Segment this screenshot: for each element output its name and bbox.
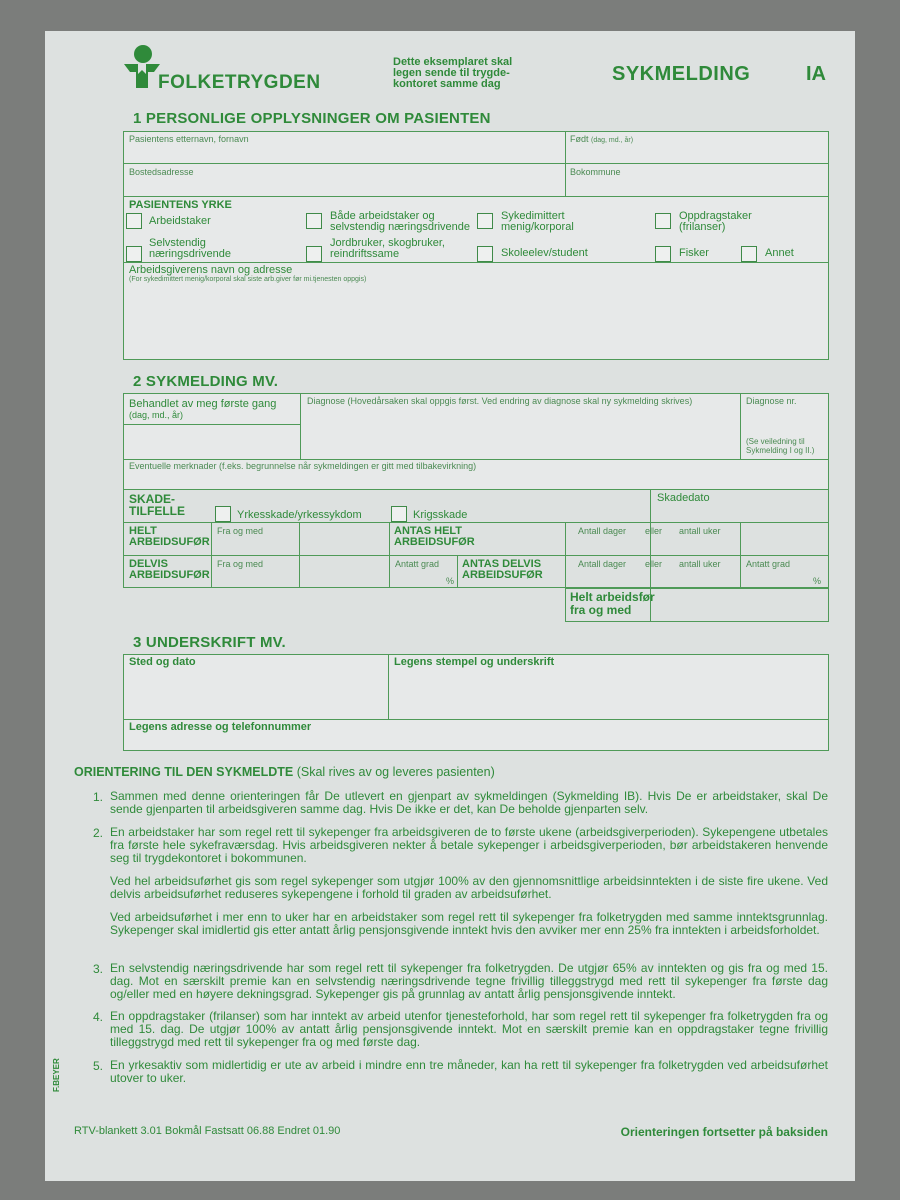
label-farmer-line: reindriftssame xyxy=(330,248,400,260)
partial-incapacity-line: DELVIS xyxy=(129,558,168,570)
checkbox-occupational-injury[interactable] xyxy=(215,506,231,522)
item-number: 5. xyxy=(93,1059,104,1073)
assumed-grade-label: Antatt grad xyxy=(395,559,440,569)
partial-weeks-field[interactable] xyxy=(651,570,740,588)
assumed-full-line: ANTAS HELT xyxy=(394,525,463,537)
injury-date-label: Skadedato xyxy=(657,492,710,504)
remarks-field[interactable] xyxy=(123,472,829,490)
form-code: IA xyxy=(806,63,826,85)
partial-from-label: Fra og med xyxy=(217,559,264,569)
assumed-partial-line: ANTAS DELVIS xyxy=(462,558,542,570)
treated-date-field[interactable] xyxy=(123,425,300,459)
orientation-paragraph: Sammen med denne orienteringen får De utlevert en gjenpart av sykmeldingen (Sykmelding IB). Hvis De er arbeidstaker, skal De sende gjenparten til arbeidsgiveren samme dag. Hvis De ikke er det, kan De beholde gjenparten selv. xyxy=(110,789,828,816)
address-field[interactable] xyxy=(123,179,565,196)
label-both-line: Både arbeidstaker og xyxy=(330,210,435,222)
or-label: eller xyxy=(645,526,663,536)
employer-field[interactable] xyxy=(123,287,829,360)
birth-label-hint: (dag, md., år) xyxy=(591,137,634,144)
partial-days-field[interactable] xyxy=(566,570,650,588)
employer-hint: (For sykedimittert menig/korporal skal siste arb.giver før mi.tjenesten oppgis) xyxy=(129,276,367,283)
birth-date-field[interactable] xyxy=(566,147,828,163)
municipality-field[interactable] xyxy=(566,179,828,196)
checkbox-war-injury[interactable] xyxy=(391,506,407,522)
full-fit-line: Helt arbeidsfør xyxy=(570,590,655,604)
label-both-line: selvstendig næringsdrivende xyxy=(330,221,471,233)
label-both xyxy=(330,211,470,233)
label-employee: Arbeidstaker xyxy=(149,215,211,227)
item-number: 1. xyxy=(93,790,104,804)
checkbox-other[interactable] xyxy=(741,246,757,262)
full-incapacity-line: ARBEIDSUFØR xyxy=(129,536,210,548)
patient-name-field[interactable] xyxy=(123,147,565,163)
orientation-paragraph: En selvstendig næringsdrivende har som regel rett til sykepenger fra folketrygden. De utgjør 65% av inntekten og gis fra og med 15. dag. Mot en særskilt premie kan en selvstendig næringsdrivende tegne frivillig tilleggstrygd med rett til sykepenger fra første dag og/eller med en høyere dekningsgrad. Sykepenger gis på grunnlag av antatt årlig pensjonsgivende inntekt. xyxy=(110,961,828,1001)
percent-sign-2: % xyxy=(813,576,822,586)
assumed-full-line: ARBEIDSUFØR xyxy=(394,536,475,548)
injury-label xyxy=(129,493,185,517)
item-number: 3. xyxy=(93,962,104,976)
diagnosis-label: Diagnose (Hovedårsaken skal oppgis først. Ved endring av diagnose skal ny sykmelding skrives) xyxy=(307,396,693,406)
full-incapacity-line: HELT xyxy=(129,525,157,537)
label-student: Skoleelev/student xyxy=(501,247,588,259)
partial-from-field[interactable] xyxy=(212,570,299,588)
label-selfemployed-line: Selvstendig xyxy=(149,237,206,249)
orientation-subtitle: (Skal rives av og leveres pasienten) xyxy=(296,765,495,779)
header-note-line: kontoret samme dag xyxy=(393,78,501,90)
birth-label-text: Født xyxy=(570,134,589,144)
section2-title: 2 SYKMELDING MV. xyxy=(133,373,279,390)
patient-name-label: Pasientens etternavn, fornavn xyxy=(129,134,249,144)
birth-date-label xyxy=(570,134,633,144)
partial-incapacity-line: ARBEIDSUFØR xyxy=(129,569,210,581)
weeks-label: antall uker xyxy=(679,559,721,569)
brand-name: FOLKETRYGDEN xyxy=(158,72,321,93)
days-label: Antall dager xyxy=(578,559,627,569)
doctor-address-field[interactable] xyxy=(123,734,829,751)
assumed-grade-label-2: Antatt grad xyxy=(746,559,791,569)
label-conscript-line: Sykedimittert xyxy=(501,210,565,222)
place-date-field[interactable] xyxy=(123,670,388,719)
section3-title: 3 UNDERSKRIFT MV. xyxy=(133,634,286,651)
orientation-paragraph: En oppdragstaker (frilanser) som har inntekt av arbeid utenfor tjenesteforhold, har som regel rett til sykepenger fra folketrygden fra og med 15. dag. De utgjør 100% av antatt årlig pensjonsgivende inntekt. Mot en særskilt premie kan en oppdragstaker tegne frivillig tilleggstrygd med rett til sykepenger fra og med første dag. xyxy=(110,1009,828,1049)
label-contractor-line: (frilanser) xyxy=(679,221,726,233)
diagnosis-hint xyxy=(746,437,814,455)
diagnosis-hint-line: Sykmelding I og II.) xyxy=(746,446,815,455)
municipality-label: Bokommune xyxy=(570,167,621,177)
weeks-label: antall uker xyxy=(679,526,721,536)
assumed-partial-line: ARBEIDSUFØR xyxy=(462,569,543,581)
label-selfemployed-line: næringsdrivende xyxy=(149,248,231,260)
orientation-paragraph: Ved arbeidsuførhet i mer enn to uker har en arbeidstaker som regel rett til sykepenger fra folketrygden med samme inntektsgrunnlag. Sykepenger skal imidlertid gis etter antatt årlig pensjonsgivende inntekt hvis den avviker mer enn 25% fra inntekten i arbeidsforholdet. xyxy=(110,910,828,937)
full-from-field[interactable] xyxy=(212,537,299,555)
checkbox-fisher[interactable] xyxy=(655,246,671,262)
place-date-label: Sted og dato xyxy=(129,656,196,668)
assumed-grade-field[interactable] xyxy=(390,570,457,588)
treated-line: (dag, md., år) xyxy=(129,410,184,420)
section1-title: 1 PERSONLIGE OPPLYSNINGER OM PASIENTEN xyxy=(133,110,491,127)
orientation-paragraph: En arbeidstaker har som regel rett til sykepenger fra arbeidsgiveren de to første ukene (arbeidsgiverperioden). Sykepengene utbetales fra første hele sykefraværsdag. Hvis arbeidsgiveren nekter å betale sykepenger i arbeidsgiverperioden, bør arbeidstakeren henvende seg til trygdekontoret i bokommunen. xyxy=(110,825,828,865)
diagnosis-field[interactable] xyxy=(301,408,740,459)
form-id: RTV-blankett 3.01 Bokmål Fastsatt 06.88 Endret 01.90 xyxy=(74,1125,341,1137)
header-note-line: legen sende til trygde- xyxy=(393,67,510,79)
full-fit-date-field[interactable] xyxy=(651,589,829,622)
remarks-label: Eventuelle merknader (f.eks. begrunnelse når sykmeldingen er gitt med tilbakevirkning) xyxy=(129,461,477,471)
diagnosis-hint-line: (Se veiledning til xyxy=(746,437,805,446)
label-contractor-line: Oppdragstaker xyxy=(679,210,752,222)
full-incapacity-label xyxy=(129,526,210,548)
label-contractor xyxy=(679,211,752,233)
label-farmer-line: Jordbruker, skogbruker, xyxy=(330,237,445,249)
checkbox-contractor[interactable] xyxy=(655,213,671,229)
checkbox-employee[interactable] xyxy=(126,213,142,229)
injury-line: TILFELLE xyxy=(129,504,185,518)
occupation-title: PASIENTENS YRKE xyxy=(129,199,232,211)
assumed-partial-label xyxy=(462,559,543,581)
label-war-injury: Krigsskade xyxy=(413,509,468,521)
diagnosis-no-label: Diagnose nr. xyxy=(746,396,797,406)
doctor-stamp-field[interactable] xyxy=(389,670,829,719)
doctor-stamp-label: Legens stempel og underskrift xyxy=(394,656,555,668)
treated-line: Behandlet av meg første gang xyxy=(129,398,277,410)
orientation-title: ORIENTERING TIL DEN SYKMELDTE xyxy=(74,765,294,779)
doctor-address-label: Legens adresse og telefonnummer xyxy=(129,721,312,733)
checkbox-conscript[interactable] xyxy=(477,213,493,229)
full-fit-line: fra og med xyxy=(570,603,632,617)
days-label: Antall dager xyxy=(578,526,627,536)
full-weeks-field[interactable] xyxy=(651,537,740,555)
assumed-grade-field-2[interactable] xyxy=(741,570,829,588)
header-note-line: Dette eksemplaret skal xyxy=(393,56,513,68)
checkbox-both[interactable] xyxy=(306,213,322,229)
folketrygden-logo-icon xyxy=(123,44,161,90)
label-occupational-injury: Yrkesskade/yrkessykdom xyxy=(237,509,362,521)
percent-sign: % xyxy=(446,576,455,586)
partial-incapacity-label xyxy=(129,559,210,581)
label-farmer xyxy=(330,238,445,260)
full-fit-label xyxy=(570,591,655,617)
address-label: Bostedsadresse xyxy=(129,167,194,177)
label-other: Annet xyxy=(765,247,794,259)
orientation-paragraph: Ved hel arbeidsuførhet gis som regel sykepenger som utgjør 100% av den gjennomsnittlige arbeidsinntekten i de siste fire ukene. Ved delvis arbeidsuførhet reduseres sykepengene i forhold til graden av arbeidsuførhet. xyxy=(110,874,828,901)
checkbox-farmer[interactable] xyxy=(306,246,322,262)
checkbox-student[interactable] xyxy=(477,246,493,262)
employer-label: Arbeidsgiverens navn og adresse xyxy=(129,264,293,276)
item-number: 2. xyxy=(93,826,104,840)
full-days-field[interactable] xyxy=(566,537,650,555)
continues-note: Orienteringen fortsetter på baksiden xyxy=(620,1125,828,1139)
treated-first-label xyxy=(129,399,276,421)
orientation-heading xyxy=(74,765,495,779)
injury-line: SKADE- xyxy=(129,492,176,506)
orientation-paragraph: En yrkesaktiv som midlertidig er ute av arbeid i mindre enn tre måneder, kan ha rett til sykepenger fra folketrygden ved arbeidsuførhet utover to uker. xyxy=(110,1058,828,1085)
checkbox-selfemployed[interactable] xyxy=(126,246,142,262)
label-selfemployed xyxy=(149,238,231,260)
form-title: SYKMELDING xyxy=(612,63,751,85)
printer-mark: F.BEYER xyxy=(52,1058,61,1092)
label-fisher: Fisker xyxy=(679,247,709,259)
item-number: 4. xyxy=(93,1010,104,1024)
full-from-label: Fra og med xyxy=(217,526,264,536)
label-conscript-line: menig/korporal xyxy=(501,221,574,233)
injury-date-field[interactable] xyxy=(651,505,829,522)
label-conscript xyxy=(501,211,574,233)
header-note xyxy=(393,57,512,90)
assumed-full-label xyxy=(394,526,475,548)
or-label: eller xyxy=(645,559,663,569)
